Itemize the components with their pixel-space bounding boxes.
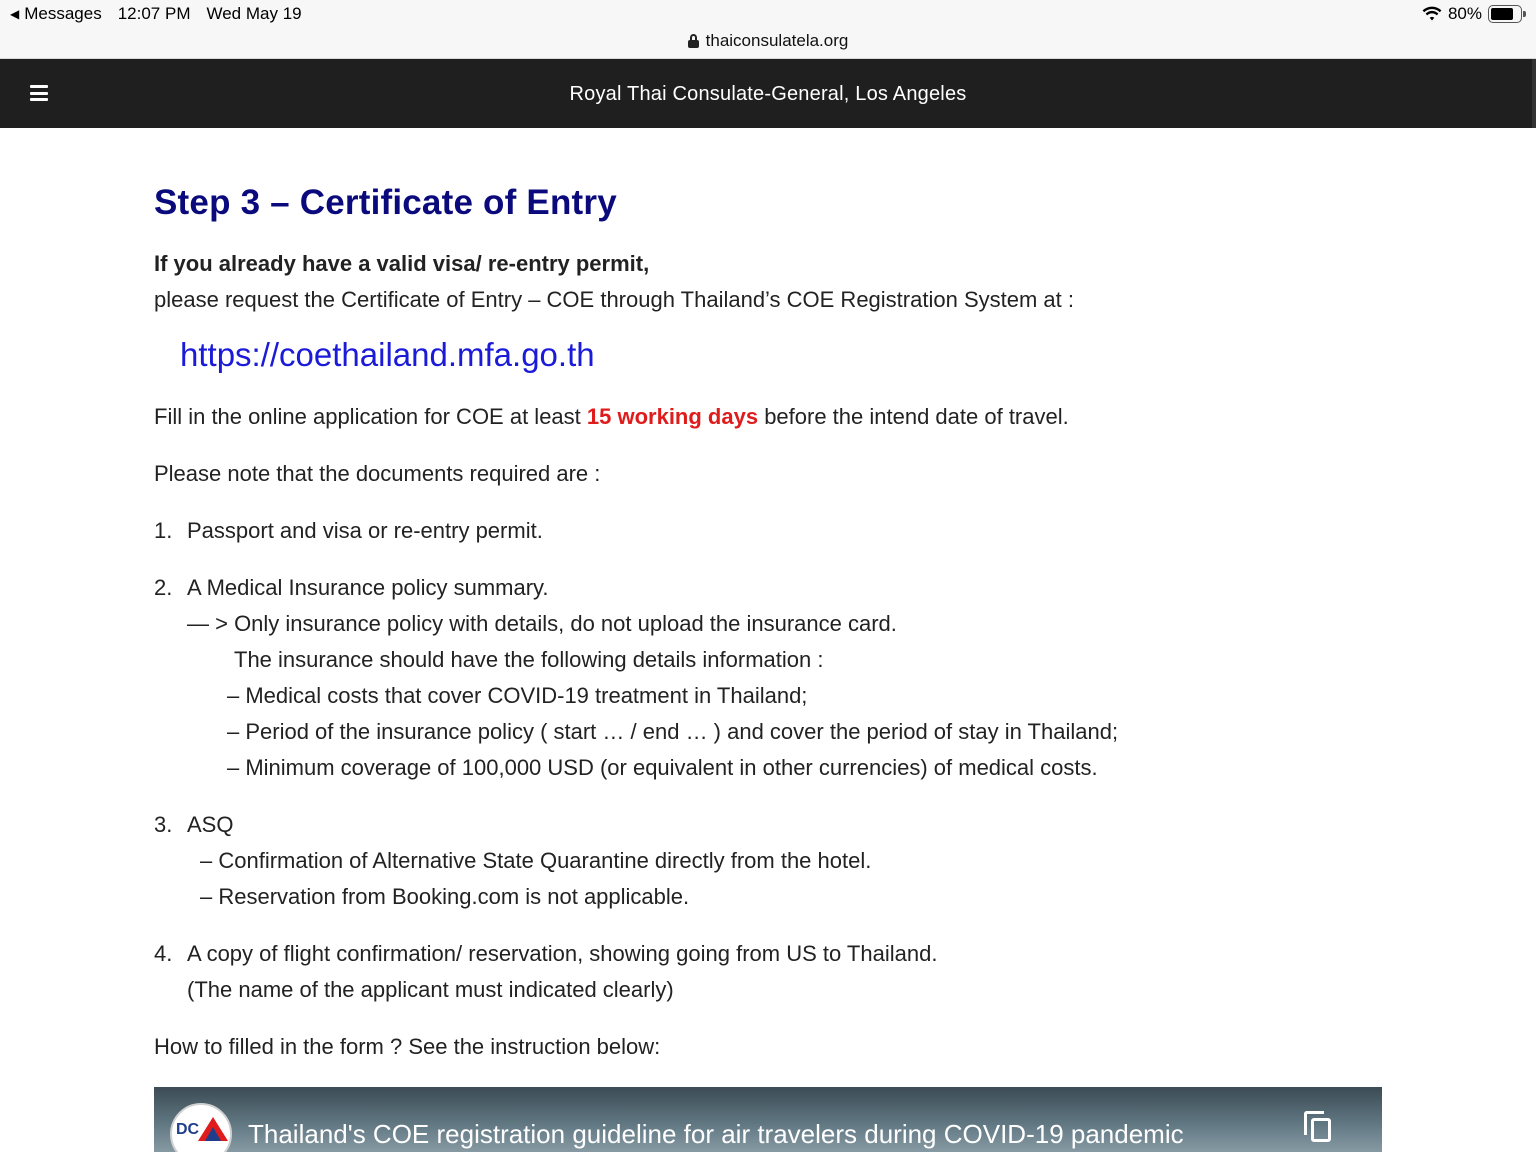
list-item-text: ASQ [187, 812, 234, 837]
address-bar[interactable] [0, 30, 1536, 59]
scrollbar-edge [1532, 59, 1536, 128]
list-item-number: 4. [154, 941, 173, 966]
copy-link-icon[interactable] [1304, 1111, 1332, 1143]
status-bar-left[interactable] [10, 4, 302, 24]
intro-bold: If you already have a valid visa/ re-entry permit, [154, 251, 650, 276]
list-item-detail: – Reservation from Booking.com is not applicable. [200, 884, 690, 909]
youtube-video-embed[interactable] [154, 1087, 1382, 1152]
list-item-subline: — > Only insurance policy with details, do not upload the insurance card. [187, 611, 897, 636]
site-title[interactable]: Royal Thai Consulate-General, Los Angeles [569, 83, 967, 105]
intro-text: please request the Certificate of Entry – COE through Thailand’s COE Registration System at : [154, 287, 1074, 312]
list-item [154, 812, 233, 838]
url-text[interactable]: thaiconsulatela.org [705, 31, 849, 50]
lock-icon [688, 34, 699, 48]
list-item [154, 941, 937, 967]
fill-instruction [154, 404, 1069, 430]
list-item-detail: – Medical costs that cover COVID-19 treatment in Thailand; [227, 683, 808, 708]
list-item-number: 2. [154, 575, 173, 600]
list-item-text: Passport and visa or re-entry permit. [187, 518, 543, 543]
back-app-label[interactable]: Messages [24, 4, 102, 23]
video-title[interactable]: Thailand's COE registration guideline for air travelers during COVID-19 pandemic [248, 1119, 1184, 1149]
list-item-text: A copy of flight confirmation/ reservation, showing going from US to Thailand. [187, 941, 938, 966]
list-item-number: 1. [154, 518, 173, 543]
site-header [0, 59, 1536, 128]
status-time: 12:07 PM [117, 4, 191, 23]
list-item [154, 575, 549, 601]
list-item [154, 518, 543, 544]
status-bar [0, 0, 1536, 30]
list-item-subline: (The name of the applicant must indicated clearly) [187, 977, 674, 1002]
docs-note: Please note that the documents required are : [154, 461, 601, 486]
list-item-detail: – Confirmation of Alternative State Quarantine directly from the hotel. [200, 848, 872, 873]
battery-icon [1488, 5, 1526, 23]
back-triangle-icon[interactable]: ◀ [10, 7, 20, 21]
coe-registration-link[interactable]: https://coethailand.mfa.go.th [180, 336, 595, 373]
wifi-icon [1422, 6, 1442, 22]
list-item-number: 3. [154, 812, 173, 837]
status-date: Wed May 19 [206, 4, 302, 23]
list-item-text: A Medical Insurance policy summary. [187, 575, 549, 600]
working-days-highlight: 15 working days [586, 404, 759, 429]
fill-after: before the intend date of travel. [758, 404, 1069, 429]
channel-avatar[interactable] [170, 1103, 232, 1152]
status-bar-right [1422, 4, 1526, 24]
battery-percent: 80% [1447, 4, 1482, 23]
list-item-subline: The insurance should have the following details information : [234, 647, 824, 672]
list-item-detail: – Minimum coverage of 100,000 USD (or equivalent in other currencies) of medical costs. [227, 755, 1098, 780]
list-item-detail: – Period of the insurance policy ( start … / end … ) and cover the period of stay in Thailand; [227, 719, 1119, 744]
page-title: Step 3 – Certificate of Entry [154, 183, 617, 222]
channel-initials: DC [176, 1121, 200, 1138]
form-note: How to filled in the form ? See the instruction below: [154, 1034, 661, 1059]
fill-before: Fill in the online application for COE at least [154, 404, 587, 429]
